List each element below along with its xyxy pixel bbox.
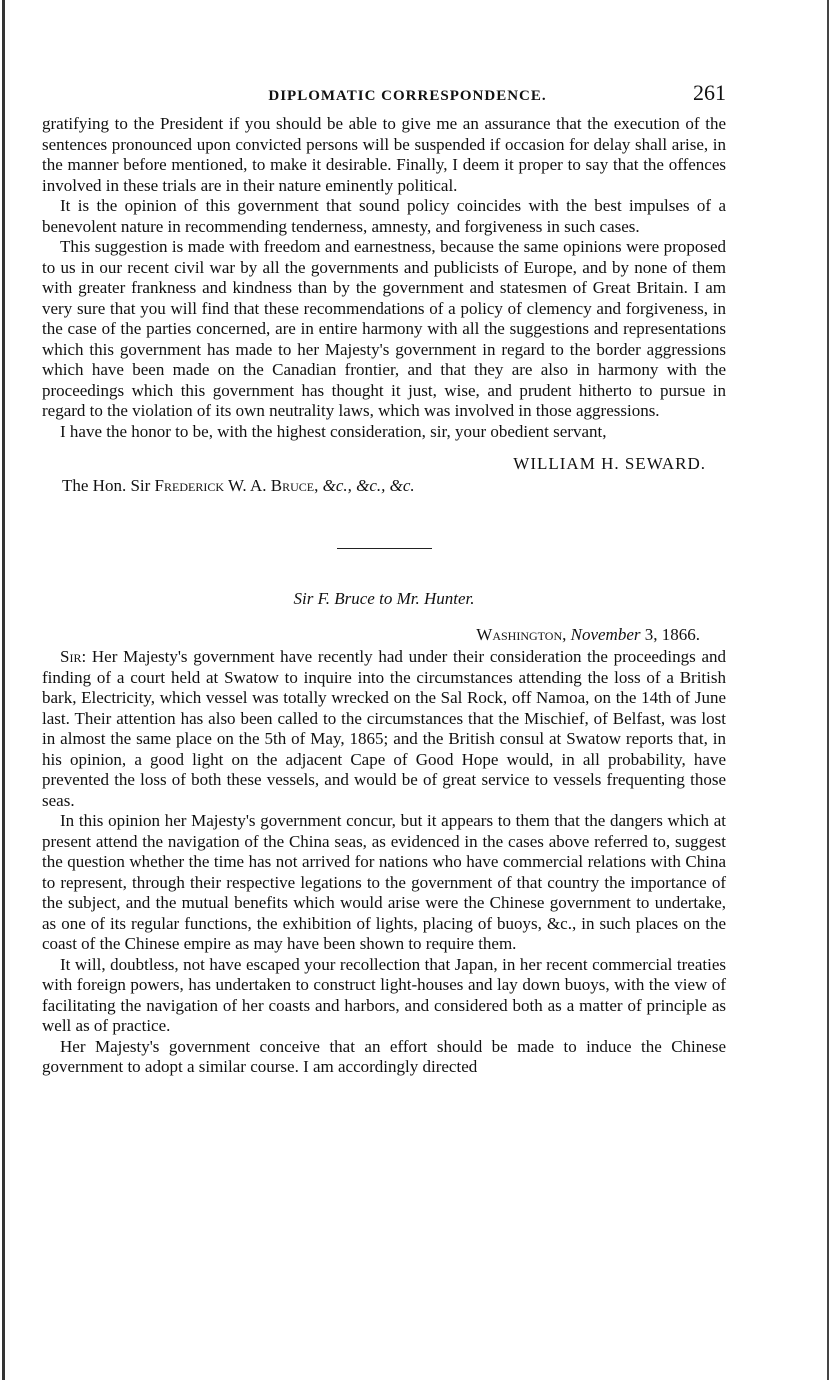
addressee-name: Frederick W. A. Bruce,	[154, 476, 319, 495]
dateline-rest: 3, 1866.	[640, 625, 700, 644]
paragraph: gratifying to the President if you should be able to give me an assurance that the execution of the sentences pronounced upon convicted persons will be suspended if occasion for delay shall arise, in the manner before mentioned, to make it desirable. Finally, I deem it proper to say that the offences involved in these trials are in their nature eminently political.	[42, 114, 726, 195]
letter-seward	[42, 114, 726, 496]
paragraph: Her Majesty's government conceive that an effort should be made to induce the Chinese government to adopt a similar course. I am accordingly directed	[42, 1036, 726, 1076]
paragraph: This suggestion is made with freedom and earnestness, because the same opinions were proposed to us in our recent civil war by all the governments and publicists of Europe, and by none of them with greater frankness and kindness than by the government and statesmen of Great Britain. I am very sure that you will find that these recommendations of a policy of clemency and forgiveness, in the case of the parties concerned, are in entire harmony with all the suggestions and representations which this government has made to her Majesty's government in regard to the border aggressions which have been made on the Canadian frontier, and that they are also in harmony with the proceedings which this government has thought it just, wise, and prudent hitherto to pursue in regard to the violation of its own neutrality laws, which was involved in those aggressions.	[42, 237, 726, 420]
paragraph: It is the opinion of this government that sound policy coincides with the best impulses of a benevolent nature in recommending tenderness, amnesty, and forgiveness in such cases.	[42, 196, 726, 236]
paragraph	[42, 647, 726, 811]
dateline-month: November	[566, 625, 641, 644]
letter-heading: Sir F. Bruce to Mr. Hunter.	[293, 589, 475, 608]
salutation: Sir:	[60, 647, 87, 666]
page-number: 261	[693, 80, 726, 105]
document-page	[42, 80, 726, 1078]
page-header	[42, 80, 726, 114]
running-head: DIPLOMATIC CORRESPONDENCE.	[268, 88, 547, 104]
dateline	[42, 625, 700, 645]
paragraph-text: Her Majesty's government have recently had under their consideration the proceedings and finding of a court held at Swatow to inquire into the circumstances attending the loss of a British bark, Electricity, which vessel was totally wrecked on the Sal Rock, off Namoa, on the 14th of June last. Their attention has also been called to the circumstances that the Mischief, of Belfast, was lost in almost the same place on the 5th of May, 1865; and the British consul at Swatow reports that, in his opinion, a good light on the adjacent Cape of Good Hope would, in all probability, have prevented the loss of both these vessels, and would be of great service to vessels frequenting those seas.	[42, 647, 726, 810]
paragraph: In this opinion her Majesty's government concur, but it appears to them that the dangers which at present attend the navigation of the China seas, as evidenced in the cases above referred to, suggest the question whether the time has not arrived for nations who have commercial relations with China to represent, through their respective legations to the government of that country the importance of the subject, and the mutual benefits which would arise were the Chinese government to undertake, as one of its regular functions, the exhibition of lights, placing of buoys, &c., in such places on the coast of the Chinese empire as may have been shown to require them.	[42, 811, 726, 953]
page-edge-left	[2, 0, 5, 1380]
addressee-suffix: &c., &c., &c.	[318, 476, 415, 495]
addressee	[62, 476, 726, 496]
signature: WILLIAM H. SEWARD.	[513, 454, 706, 473]
dateline-place: Washington,	[476, 625, 567, 644]
section-divider	[337, 548, 432, 549]
closing-paragraph: I have the honor to be, with the highest consideration, sir, your obedient servant,	[60, 421, 607, 441]
letter-bruce	[42, 589, 726, 1078]
paragraph: It will, doubtless, not have escaped your recollection that Japan, in her recent commercial treaties with foreign powers, has undertaken to construct light-houses and lay down buoys, with the view of facilitating the navigation of her coasts and harbors, and considered both as a matter of principle as well as of practice.	[42, 954, 726, 1035]
page-edge-right	[827, 0, 829, 1380]
addressee-prefix: The Hon. Sir	[62, 476, 155, 495]
